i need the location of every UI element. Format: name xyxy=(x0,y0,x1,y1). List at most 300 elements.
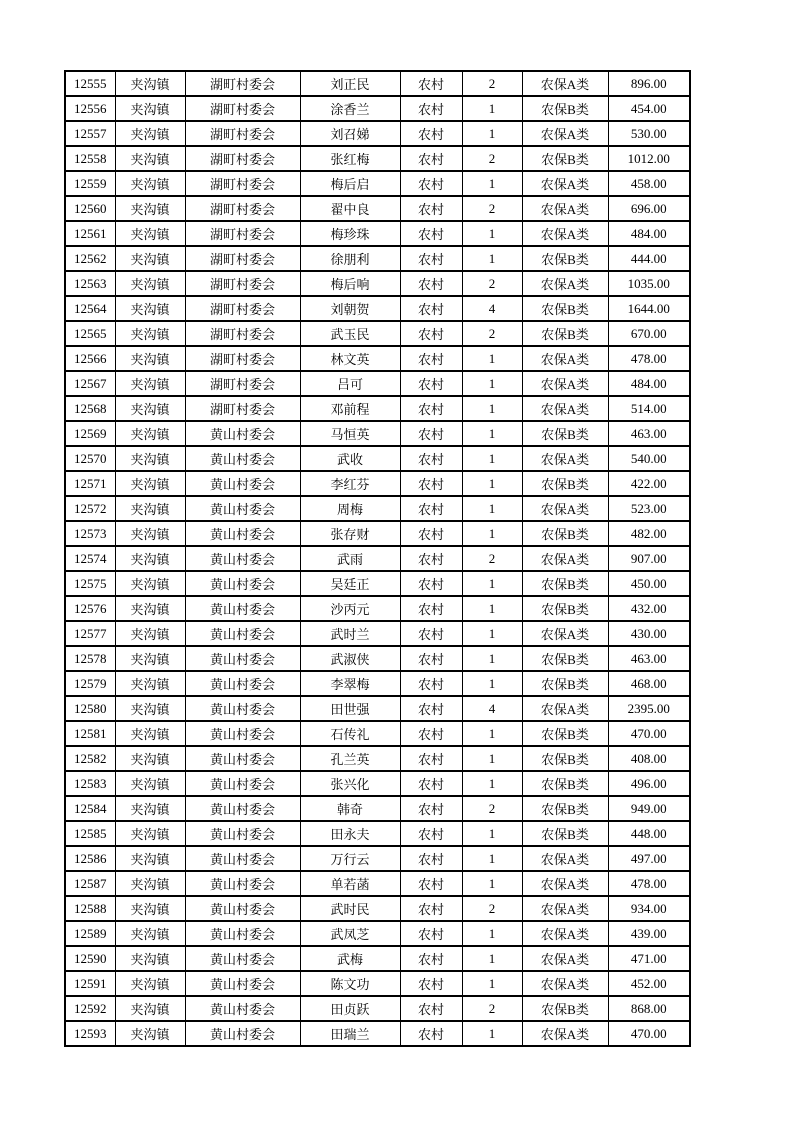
table-cell: 张兴化 xyxy=(300,771,400,796)
table-cell: 夹沟镇 xyxy=(115,921,185,946)
table-cell: 农保B类 xyxy=(522,771,608,796)
table-cell: 夹沟镇 xyxy=(115,571,185,596)
table-cell: 刘朝贺 xyxy=(300,296,400,321)
table-cell: 马恒英 xyxy=(300,421,400,446)
table-cell: 农村 xyxy=(400,171,462,196)
table-cell: 农村 xyxy=(400,771,462,796)
table-cell: 12559 xyxy=(65,171,115,196)
table-cell: 12576 xyxy=(65,596,115,621)
table-cell: 农保A类 xyxy=(522,1021,608,1046)
table-cell: 夹沟镇 xyxy=(115,246,185,271)
table-cell: 4 xyxy=(462,296,522,321)
table-cell: 夹沟镇 xyxy=(115,396,185,421)
table-cell: 1012.00 xyxy=(608,146,690,171)
table-cell: 湖町村委会 xyxy=(185,396,300,421)
table-cell: 农保B类 xyxy=(522,596,608,621)
table-cell: 陈文功 xyxy=(300,971,400,996)
table-cell: 农村 xyxy=(400,746,462,771)
table-row xyxy=(65,346,690,371)
table-cell: 2 xyxy=(462,196,522,221)
table-cell: 12577 xyxy=(65,621,115,646)
table-cell: 2 xyxy=(462,896,522,921)
table-cell: 黄山村委会 xyxy=(185,496,300,521)
table-cell: 1 xyxy=(462,721,522,746)
table-cell: 农保A类 xyxy=(522,846,608,871)
table-cell: 农村 xyxy=(400,796,462,821)
table-cell: 农保B类 xyxy=(522,671,608,696)
table-cell: 1644.00 xyxy=(608,296,690,321)
table-cell: 农村 xyxy=(400,846,462,871)
table-cell: 农保B类 xyxy=(522,321,608,346)
table-cell: 农保A类 xyxy=(522,946,608,971)
table-cell: 梅珍珠 xyxy=(300,221,400,246)
table-cell: 2 xyxy=(462,271,522,296)
table-cell: 444.00 xyxy=(608,246,690,271)
table-cell: 农村 xyxy=(400,146,462,171)
table-cell: 农村 xyxy=(400,646,462,671)
table-cell: 农保B类 xyxy=(522,146,608,171)
table-cell: 1 xyxy=(462,396,522,421)
table-cell: 夹沟镇 xyxy=(115,96,185,121)
table-cell: 夹沟镇 xyxy=(115,696,185,721)
table-cell: 农村 xyxy=(400,671,462,696)
table-cell: 450.00 xyxy=(608,571,690,596)
table-cell: 武玉民 xyxy=(300,321,400,346)
table-cell: 湖町村委会 xyxy=(185,296,300,321)
table-row xyxy=(65,571,690,596)
table-cell: 896.00 xyxy=(608,71,690,96)
table-cell: 武雨 xyxy=(300,546,400,571)
table-cell: 1 xyxy=(462,471,522,496)
table-cell: 农村 xyxy=(400,246,462,271)
table-cell: 12555 xyxy=(65,71,115,96)
table-cell: 单若菡 xyxy=(300,871,400,896)
table-cell: 夹沟镇 xyxy=(115,946,185,971)
table-cell: 农村 xyxy=(400,496,462,521)
table-cell: 夹沟镇 xyxy=(115,671,185,696)
table-row xyxy=(65,196,690,221)
table-cell: 农保A类 xyxy=(522,546,608,571)
table-cell: 夹沟镇 xyxy=(115,146,185,171)
table-cell: 478.00 xyxy=(608,346,690,371)
table-cell: 1 xyxy=(462,96,522,121)
table-cell: 12568 xyxy=(65,396,115,421)
table-cell: 2 xyxy=(462,146,522,171)
table-cell: 孔兰英 xyxy=(300,746,400,771)
table-row xyxy=(65,396,690,421)
table-cell: 夹沟镇 xyxy=(115,446,185,471)
table-cell: 2 xyxy=(462,546,522,571)
table-cell: 湖町村委会 xyxy=(185,321,300,346)
table-cell: 540.00 xyxy=(608,446,690,471)
table-row xyxy=(65,696,690,721)
table-row xyxy=(65,121,690,146)
table-cell: 黄山村委会 xyxy=(185,996,300,1021)
table-cell: 田瑞兰 xyxy=(300,1021,400,1046)
table-cell: 邓前程 xyxy=(300,396,400,421)
table-cell: 黄山村委会 xyxy=(185,896,300,921)
table-cell: 夹沟镇 xyxy=(115,346,185,371)
table-cell: 12562 xyxy=(65,246,115,271)
table-cell: 黄山村委会 xyxy=(185,746,300,771)
table-cell: 翟中良 xyxy=(300,196,400,221)
table-cell: 夹沟镇 xyxy=(115,171,185,196)
table-row xyxy=(65,746,690,771)
table-row xyxy=(65,671,690,696)
table-cell: 夹沟镇 xyxy=(115,871,185,896)
table-cell: 12563 xyxy=(65,271,115,296)
table-cell: 黄山村委会 xyxy=(185,796,300,821)
table-cell: 黄山村委会 xyxy=(185,471,300,496)
table-cell: 夹沟镇 xyxy=(115,371,185,396)
table-cell: 农村 xyxy=(400,546,462,571)
table-cell: 1 xyxy=(462,371,522,396)
table-cell: 农保A类 xyxy=(522,121,608,146)
table-cell: 夹沟镇 xyxy=(115,321,185,346)
table-cell: 907.00 xyxy=(608,546,690,571)
table-cell: 696.00 xyxy=(608,196,690,221)
table-cell: 12587 xyxy=(65,871,115,896)
table-cell: 黄山村委会 xyxy=(185,646,300,671)
table-cell: 12593 xyxy=(65,1021,115,1046)
table-cell: 夹沟镇 xyxy=(115,546,185,571)
table-cell: 周梅 xyxy=(300,496,400,521)
table-cell: 农保A类 xyxy=(522,71,608,96)
table-row xyxy=(65,246,690,271)
table-cell: 468.00 xyxy=(608,671,690,696)
table-cell: 514.00 xyxy=(608,396,690,421)
table-cell: 农村 xyxy=(400,296,462,321)
table-cell: 湖町村委会 xyxy=(185,271,300,296)
table-row xyxy=(65,471,690,496)
table-row xyxy=(65,546,690,571)
table-cell: 徐朋利 xyxy=(300,246,400,271)
table-cell: 12586 xyxy=(65,846,115,871)
table-cell: 黄山村委会 xyxy=(185,696,300,721)
table-cell: 496.00 xyxy=(608,771,690,796)
table-cell: 夹沟镇 xyxy=(115,221,185,246)
table-cell: 农村 xyxy=(400,96,462,121)
table-cell: 农保A类 xyxy=(522,496,608,521)
payment-table xyxy=(64,70,691,1047)
table-cell: 农村 xyxy=(400,421,462,446)
table-cell: 12566 xyxy=(65,346,115,371)
table-cell: 夹沟镇 xyxy=(115,971,185,996)
table-cell: 黄山村委会 xyxy=(185,621,300,646)
table-cell: 农保A类 xyxy=(522,371,608,396)
table-cell: 农村 xyxy=(400,571,462,596)
table-cell: 武梅 xyxy=(300,946,400,971)
table-cell: 1 xyxy=(462,521,522,546)
table-cell: 4 xyxy=(462,696,522,721)
table-cell: 1 xyxy=(462,496,522,521)
table-cell: 湖町村委会 xyxy=(185,246,300,271)
table-cell: 448.00 xyxy=(608,821,690,846)
table-cell: 农保A类 xyxy=(522,346,608,371)
table-cell: 黄山村委会 xyxy=(185,946,300,971)
table-cell: 湖町村委会 xyxy=(185,171,300,196)
table-cell: 12561 xyxy=(65,221,115,246)
table-row xyxy=(65,446,690,471)
table-cell: 农村 xyxy=(400,446,462,471)
table-cell: 农村 xyxy=(400,896,462,921)
table-cell: 韩奇 xyxy=(300,796,400,821)
table-cell: 湖町村委会 xyxy=(185,96,300,121)
table-cell: 吴廷正 xyxy=(300,571,400,596)
table-cell: 黄山村委会 xyxy=(185,971,300,996)
table-cell: 12560 xyxy=(65,196,115,221)
table-cell: 湖町村委会 xyxy=(185,121,300,146)
table-cell: 湖町村委会 xyxy=(185,221,300,246)
table-row xyxy=(65,496,690,521)
table-cell: 梅后启 xyxy=(300,171,400,196)
table-cell: 夹沟镇 xyxy=(115,421,185,446)
table-cell: 12588 xyxy=(65,896,115,921)
table-row xyxy=(65,221,690,246)
table-cell: 523.00 xyxy=(608,496,690,521)
table-cell: 刘召娣 xyxy=(300,121,400,146)
table-cell: 12565 xyxy=(65,321,115,346)
table-cell: 农保B类 xyxy=(522,821,608,846)
table-cell: 夹沟镇 xyxy=(115,746,185,771)
table-cell: 夹沟镇 xyxy=(115,1021,185,1046)
table-row xyxy=(65,771,690,796)
table-cell: 农村 xyxy=(400,271,462,296)
table-cell: 李翠梅 xyxy=(300,671,400,696)
table-cell: 湖町村委会 xyxy=(185,196,300,221)
table-cell: 武时兰 xyxy=(300,621,400,646)
table-cell: 田世强 xyxy=(300,696,400,721)
table-cell: 农村 xyxy=(400,696,462,721)
table-cell: 黄山村委会 xyxy=(185,1021,300,1046)
table-row xyxy=(65,146,690,171)
table-cell: 湖町村委会 xyxy=(185,346,300,371)
table-cell: 农村 xyxy=(400,596,462,621)
table-row xyxy=(65,921,690,946)
table-cell: 1 xyxy=(462,971,522,996)
table-cell: 农村 xyxy=(400,921,462,946)
table-cell: 1 xyxy=(462,121,522,146)
table-cell: 农保B类 xyxy=(522,796,608,821)
table-cell: 478.00 xyxy=(608,871,690,896)
table-cell: 夹沟镇 xyxy=(115,646,185,671)
table-cell: 12574 xyxy=(65,546,115,571)
table-cell: 1 xyxy=(462,171,522,196)
table-cell: 12558 xyxy=(65,146,115,171)
table-cell: 农保B类 xyxy=(522,96,608,121)
table-cell: 1 xyxy=(462,671,522,696)
table-cell: 2395.00 xyxy=(608,696,690,721)
table-cell: 1 xyxy=(462,871,522,896)
table-row xyxy=(65,946,690,971)
table-cell: 万行云 xyxy=(300,846,400,871)
table-cell: 2 xyxy=(462,996,522,1021)
table-cell: 12582 xyxy=(65,746,115,771)
table-cell: 868.00 xyxy=(608,996,690,1021)
table-cell: 农村 xyxy=(400,321,462,346)
table-cell: 夹沟镇 xyxy=(115,596,185,621)
table-cell: 1 xyxy=(462,621,522,646)
table-cell: 463.00 xyxy=(608,421,690,446)
table-cell: 2 xyxy=(462,321,522,346)
table-cell: 黄山村委会 xyxy=(185,921,300,946)
table-cell: 夹沟镇 xyxy=(115,996,185,1021)
table-cell: 949.00 xyxy=(608,796,690,821)
table-row xyxy=(65,796,690,821)
table-cell: 454.00 xyxy=(608,96,690,121)
table-cell: 12571 xyxy=(65,471,115,496)
table-cell: 农保B类 xyxy=(522,521,608,546)
table-cell: 1 xyxy=(462,446,522,471)
table-cell: 石传礼 xyxy=(300,721,400,746)
table-cell: 湖町村委会 xyxy=(185,71,300,96)
table-cell: 张存财 xyxy=(300,521,400,546)
table-cell: 田贞跃 xyxy=(300,996,400,1021)
table-cell: 黄山村委会 xyxy=(185,571,300,596)
table-cell: 12592 xyxy=(65,996,115,1021)
table-cell: 408.00 xyxy=(608,746,690,771)
table-cell: 1 xyxy=(462,821,522,846)
table-cell: 湖町村委会 xyxy=(185,371,300,396)
table-cell: 12580 xyxy=(65,696,115,721)
table-cell: 夹沟镇 xyxy=(115,796,185,821)
table-cell: 农保A类 xyxy=(522,696,608,721)
table-cell: 1 xyxy=(462,1021,522,1046)
table-cell: 农村 xyxy=(400,1021,462,1046)
table-cell: 12570 xyxy=(65,446,115,471)
table-cell: 夹沟镇 xyxy=(115,296,185,321)
table-cell: 12591 xyxy=(65,971,115,996)
table-row xyxy=(65,621,690,646)
table-cell: 1 xyxy=(462,946,522,971)
table-row xyxy=(65,296,690,321)
table-cell: 沙丙元 xyxy=(300,596,400,621)
table-cell: 934.00 xyxy=(608,896,690,921)
table-cell: 夹沟镇 xyxy=(115,821,185,846)
table-cell: 1 xyxy=(462,746,522,771)
table-cell: 12590 xyxy=(65,946,115,971)
table-cell: 农保A类 xyxy=(522,196,608,221)
table-cell: 12556 xyxy=(65,96,115,121)
table-cell: 夹沟镇 xyxy=(115,71,185,96)
table-row xyxy=(65,596,690,621)
table-cell: 530.00 xyxy=(608,121,690,146)
table-cell: 农村 xyxy=(400,196,462,221)
table-cell: 2 xyxy=(462,796,522,821)
table-cell: 黄山村委会 xyxy=(185,421,300,446)
table-row xyxy=(65,96,690,121)
table-cell: 482.00 xyxy=(608,521,690,546)
table-cell: 农保A类 xyxy=(522,896,608,921)
table-cell: 1 xyxy=(462,346,522,371)
table-cell: 12573 xyxy=(65,521,115,546)
table-cell: 12569 xyxy=(65,421,115,446)
table-cell: 李红芬 xyxy=(300,471,400,496)
table-cell: 12578 xyxy=(65,646,115,671)
table-cell: 农村 xyxy=(400,821,462,846)
table-cell: 497.00 xyxy=(608,846,690,871)
table-cell: 湖町村委会 xyxy=(185,146,300,171)
table-row xyxy=(65,171,690,196)
table-cell: 农村 xyxy=(400,521,462,546)
table-cell: 12581 xyxy=(65,721,115,746)
table-cell: 439.00 xyxy=(608,921,690,946)
table-cell: 1 xyxy=(462,771,522,796)
table-cell: 黄山村委会 xyxy=(185,521,300,546)
table-cell: 夹沟镇 xyxy=(115,621,185,646)
table-row xyxy=(65,646,690,671)
table-cell: 670.00 xyxy=(608,321,690,346)
table-row xyxy=(65,71,690,96)
table-cell: 12584 xyxy=(65,796,115,821)
table-cell: 农保B类 xyxy=(522,246,608,271)
table-cell: 黄山村委会 xyxy=(185,771,300,796)
table-cell: 农保A类 xyxy=(522,221,608,246)
table-cell: 田永夫 xyxy=(300,821,400,846)
table-cell: 农保B类 xyxy=(522,296,608,321)
table-cell: 吕可 xyxy=(300,371,400,396)
table-cell: 农村 xyxy=(400,221,462,246)
table-cell: 武凤芝 xyxy=(300,921,400,946)
table-row xyxy=(65,896,690,921)
table-cell: 农保B类 xyxy=(522,421,608,446)
table-cell: 夹沟镇 xyxy=(115,896,185,921)
table-cell: 农村 xyxy=(400,621,462,646)
table-cell: 农保A类 xyxy=(522,396,608,421)
table-row xyxy=(65,996,690,1021)
table-cell: 农村 xyxy=(400,721,462,746)
table-cell: 1 xyxy=(462,571,522,596)
table-cell: 农村 xyxy=(400,871,462,896)
table-cell: 农保A类 xyxy=(522,171,608,196)
table-cell: 农保A类 xyxy=(522,621,608,646)
table-cell: 470.00 xyxy=(608,1021,690,1046)
table-cell: 夹沟镇 xyxy=(115,471,185,496)
table-cell: 武时民 xyxy=(300,896,400,921)
table-cell: 黄山村委会 xyxy=(185,596,300,621)
table-cell: 470.00 xyxy=(608,721,690,746)
table-row xyxy=(65,271,690,296)
table-cell: 农保A类 xyxy=(522,271,608,296)
table-cell: 452.00 xyxy=(608,971,690,996)
table-cell: 农保A类 xyxy=(522,446,608,471)
table-cell: 12572 xyxy=(65,496,115,521)
table-row xyxy=(65,721,690,746)
table-cell: 武收 xyxy=(300,446,400,471)
table-cell: 农保B类 xyxy=(522,996,608,1021)
table-cell: 农村 xyxy=(400,121,462,146)
table-cell: 夹沟镇 xyxy=(115,196,185,221)
table-cell: 12564 xyxy=(65,296,115,321)
table-cell: 农保B类 xyxy=(522,746,608,771)
table-row xyxy=(65,521,690,546)
table-cell: 2 xyxy=(462,71,522,96)
table-cell: 夹沟镇 xyxy=(115,121,185,146)
table-cell: 黄山村委会 xyxy=(185,446,300,471)
table-cell: 1 xyxy=(462,646,522,671)
table-cell: 涂香兰 xyxy=(300,96,400,121)
table-cell: 黄山村委会 xyxy=(185,846,300,871)
table-cell: 12583 xyxy=(65,771,115,796)
table-cell: 黄山村委会 xyxy=(185,871,300,896)
table-cell: 农保B类 xyxy=(522,471,608,496)
table-cell: 农保A类 xyxy=(522,871,608,896)
table-cell: 12575 xyxy=(65,571,115,596)
table-cell: 1035.00 xyxy=(608,271,690,296)
table-cell: 林文英 xyxy=(300,346,400,371)
table-cell: 夹沟镇 xyxy=(115,771,185,796)
table-cell: 12567 xyxy=(65,371,115,396)
